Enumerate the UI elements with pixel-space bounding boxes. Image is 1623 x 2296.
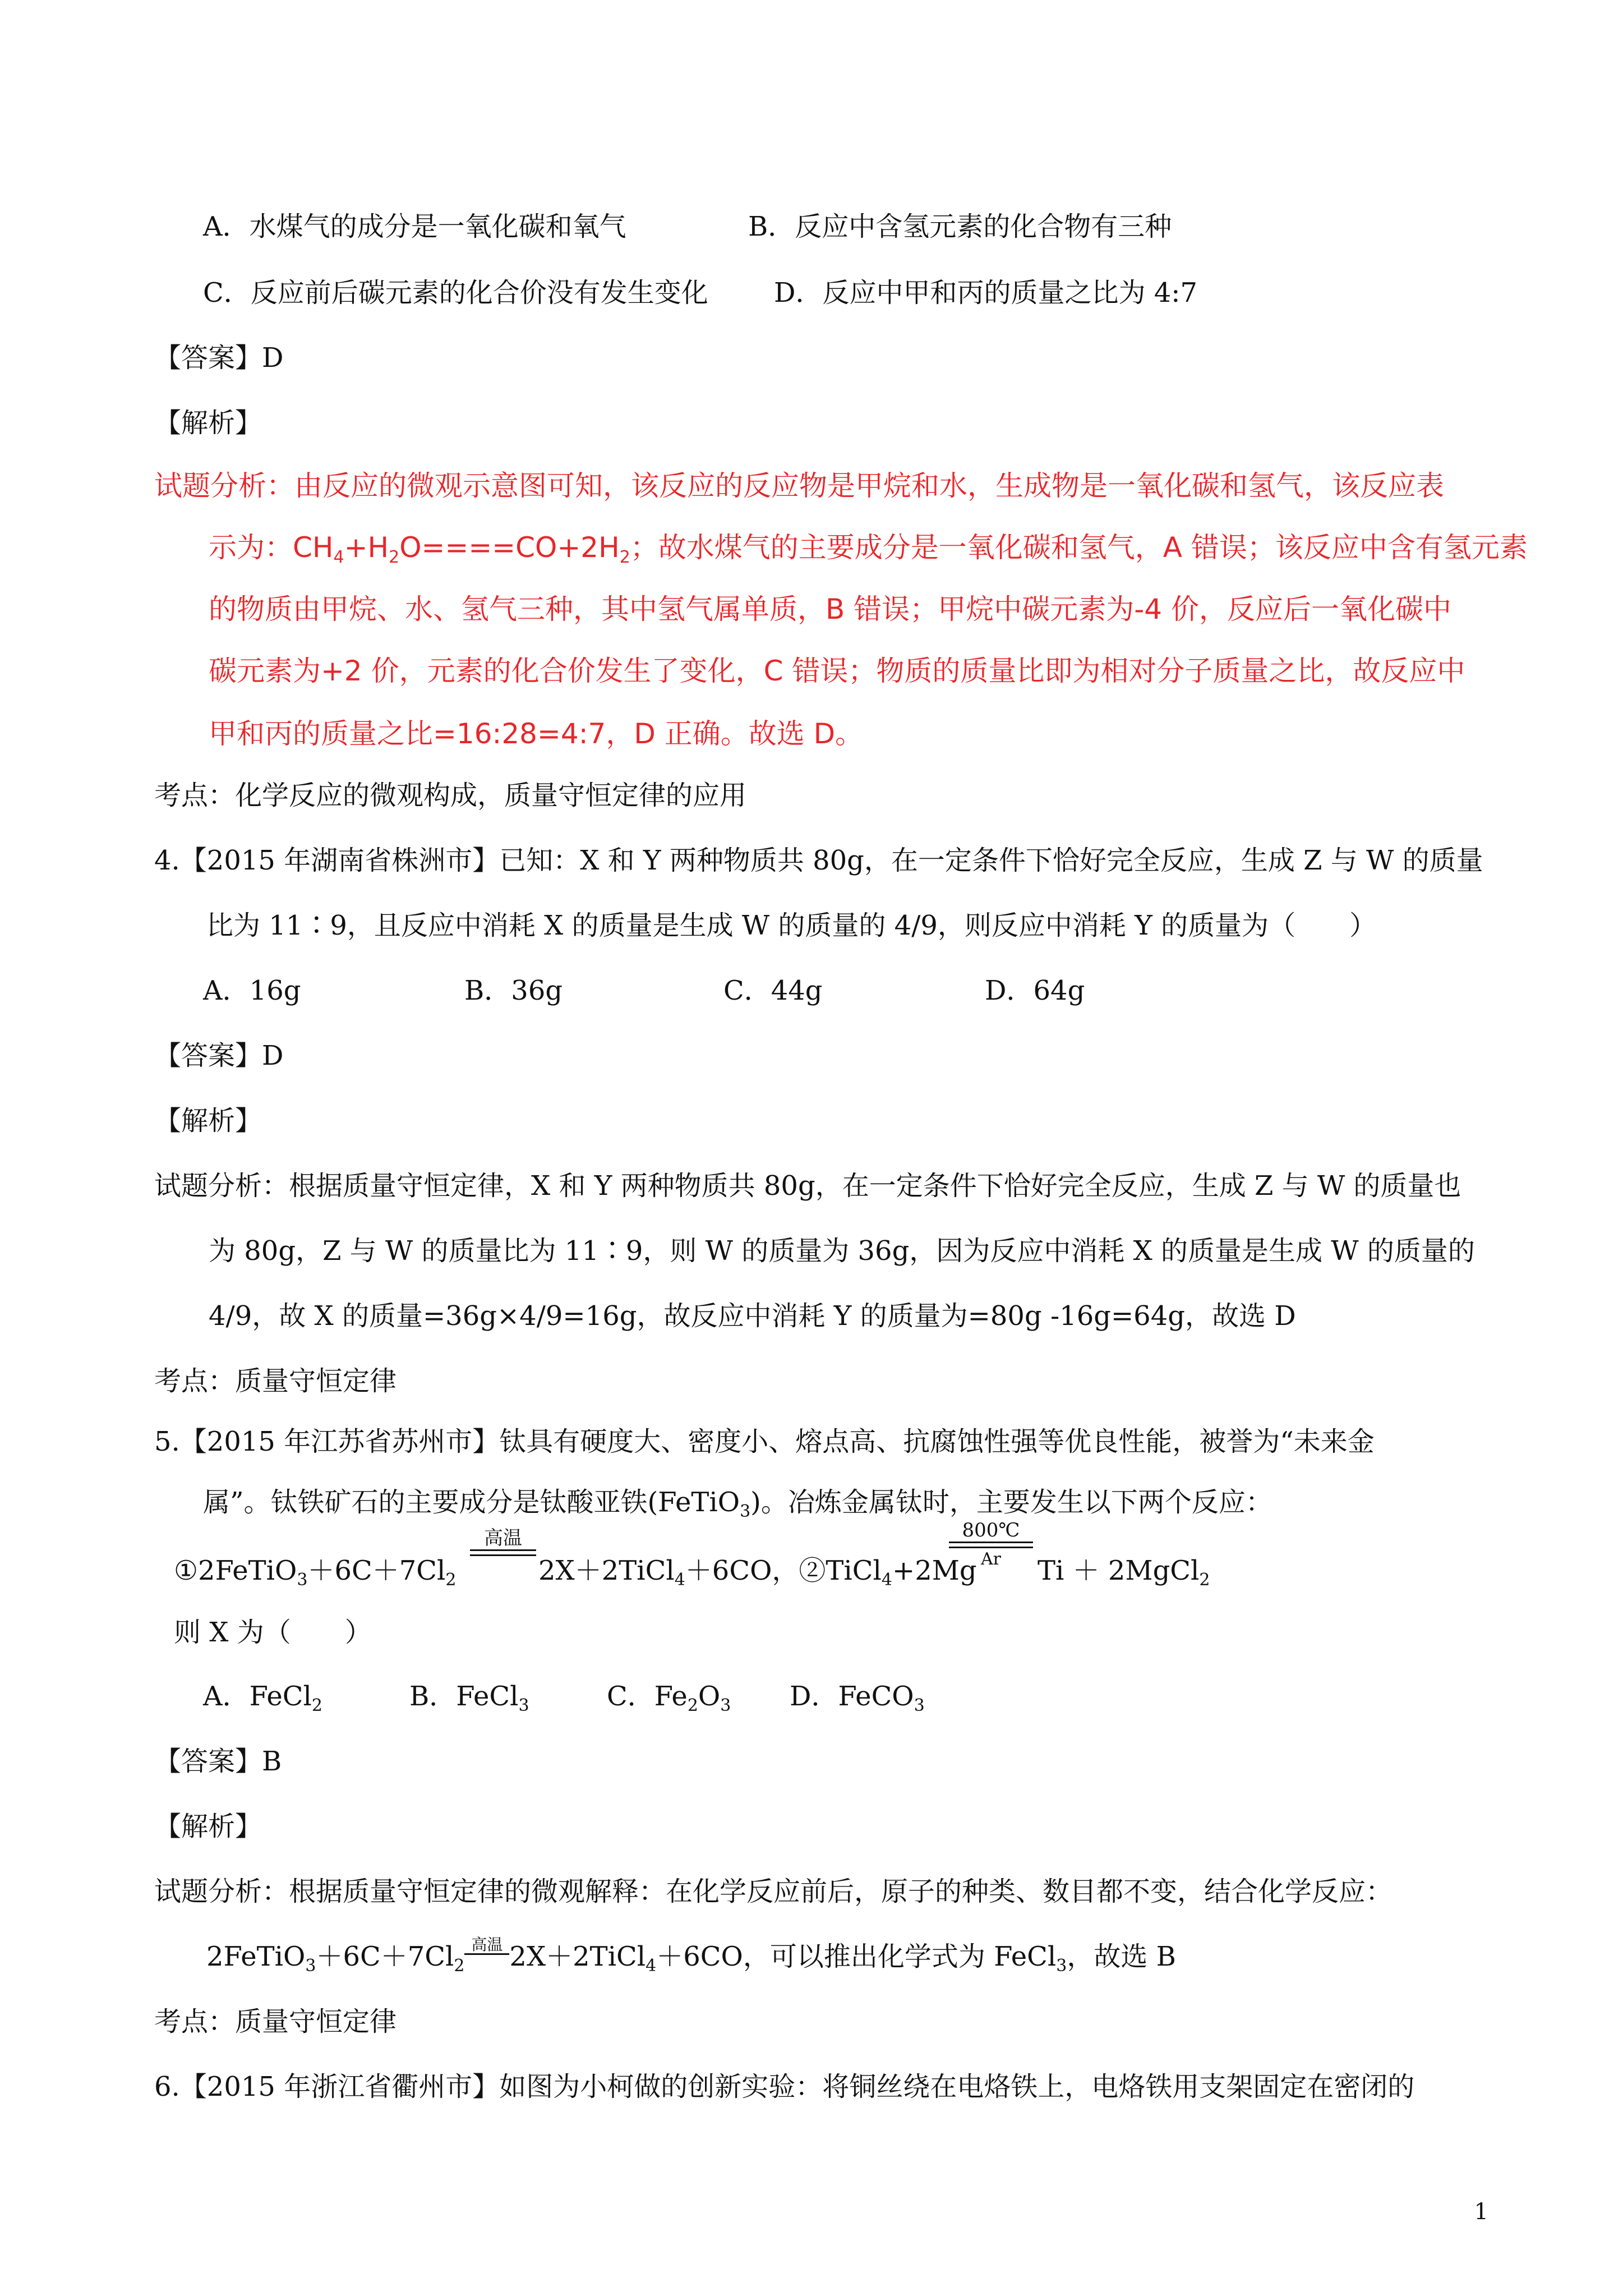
q4-analysis-line-2: 为 80g，Z 与 W 的质量比为 11∶9，则 W 的质量为 36g，因为反应中消耗 X 的质量是生成 W 的质量的: [209, 1235, 1475, 1267]
q5-point: 考点：质量守恒定律: [154, 2006, 397, 2037]
page-number: 1: [1474, 2199, 1488, 2225]
q3-answer: 【答案】D: [154, 342, 284, 374]
q3-option-c: C．反应前后碳元素的化合价没有发生变化: [203, 277, 708, 309]
q5-analysis-label: 【解析】: [154, 1811, 262, 1842]
q3-red-line-3: 的物质由甲烷、水、氢气三种，其中氢气属单质，B 错误；甲烷中碳元素为-4 价，反应后一氧化碳中: [209, 593, 1451, 625]
q5-equation-2-right: Ti ＋ 2MgCl$_2$: [1038, 1555, 1210, 1590]
q4-option-d: D．64g: [985, 975, 1085, 1006]
q6-line-1: 6.【2015 年浙江省衢州市】如图为小柯做的创新实验：将铜丝绕在电烙铁上，电烙铁用支架固定在密闭的: [154, 2071, 1415, 2102]
q5-analysis-line-2: $2FeTiO_3+6C+7Cl_2$ 高温 2X＋2TiCl$_4$＋6CO，可以推出化学式为 FeCl$_3$，故选 B: [206, 1935, 1176, 1976]
q5-question: 则 X 为（ ）: [174, 1617, 372, 1648]
q5-line-2: 属”。钛铁矿石的主要成分是钛酸亚铁(FeTiO$_3$)。冶炼金属钛时，主要发生以下两个反应：: [203, 1487, 1272, 1521]
q5-equation-1-left: $①2FeTiO_3+6C+7Cl_2$: [174, 1555, 457, 1590]
q5-option-b: B．FeCl$_3$: [409, 1681, 529, 1715]
q3-point: 考点：化学反应的微观构成，质量守恒定律的应用: [154, 780, 747, 811]
q4-analysis-line-3: 4/9，故 X 的质量=36g×4/9=16g，故反应中消耗 Y 的质量为=80g -16g=64g，故选 D: [209, 1300, 1296, 1332]
q3-option-b: B．反应中含氢元素的化合物有三种: [748, 211, 1172, 242]
q5-option-a: A．FeCl$_2$: [203, 1681, 322, 1715]
q5-equation-2-condition: 800℃ Ar: [949, 1519, 1033, 1571]
q3-option-d: D．反应中甲和丙的质量之比为 4:7: [774, 277, 1197, 309]
q5-option-c: C．$Fe_2O_3$: [607, 1681, 731, 1715]
q4-point: 考点：质量守恒定律: [154, 1365, 397, 1397]
q3-red-line-4: 碳元素为+2 价，元素的化合价发生了变化，C 错误；物质的质量比即为相对分子质量之比，故反应中: [209, 655, 1465, 687]
q5-option-d: D．FeCO$_3$: [790, 1681, 925, 1715]
q5-equation-1-right: 2X＋2TiCl$_4$＋6CO，②TiCl$_4$+2Mg: [538, 1555, 977, 1590]
q3-red-line-2: 示为：$CH_4+H_2O====CO+2H_2$；故水煤气的主要成分是一氧化碳和氢气，A 错误；该反应中含有氢元素: [209, 531, 1528, 567]
q3-red-line-5: 甲和丙的质量之比=16:28=4:7，D 正确。故选 D。: [209, 717, 864, 750]
q5-answer: 【答案】B: [154, 1746, 282, 1777]
q4-analysis-label: 【解析】: [154, 1105, 262, 1137]
q4-analysis-line-1: 试题分析：根据质量守恒定律，X 和 Y 两种物质共 80g，在一定条件下恰好完全反应，生成 Z 与 W 的质量也: [154, 1170, 1461, 1202]
q4-option-a: A．16g: [203, 975, 301, 1006]
q5-line-1: 5.【2015 年江苏省苏州市】钛具有硬度大、密度小、熔点高、抗腐蚀性强等优良性能，被誉为“未来金: [154, 1426, 1375, 1457]
q3-option-a: A．水煤气的成分是一氧化碳和氧气: [203, 211, 626, 242]
q4-line-2: 比为 11∶9，且反应中消耗 X 的质量是生成 W 的质量的 4/9，则反应中消耗 Y 的质量为（ ）: [206, 910, 1377, 941]
q4-answer: 【答案】D: [154, 1040, 284, 1071]
q4-line-1: 4.【2015 年湖南省株洲市】已知：X 和 Y 两种物质共 80g，在一定条件下恰好完全反应，生成 Z 与 W 的质量: [154, 845, 1483, 876]
q4-option-b: B．36g: [464, 975, 563, 1006]
q5-equation-1-condition: 高温: [470, 1527, 536, 1556]
q5-analysis-line-1: 试题分析：根据质量守恒定律的微观解释：在化学反应前后，原子的种类、数目都不变，结合化学反应：: [154, 1876, 1393, 1907]
q3-red-line-1: 试题分析：由反应的微观示意图可知，该反应的反应物是甲烷和水，生成物是一氧化碳和氢气，该反应表: [154, 470, 1444, 502]
q3-analysis-label: 【解析】: [154, 407, 262, 439]
q4-option-c: C．44g: [723, 975, 823, 1006]
